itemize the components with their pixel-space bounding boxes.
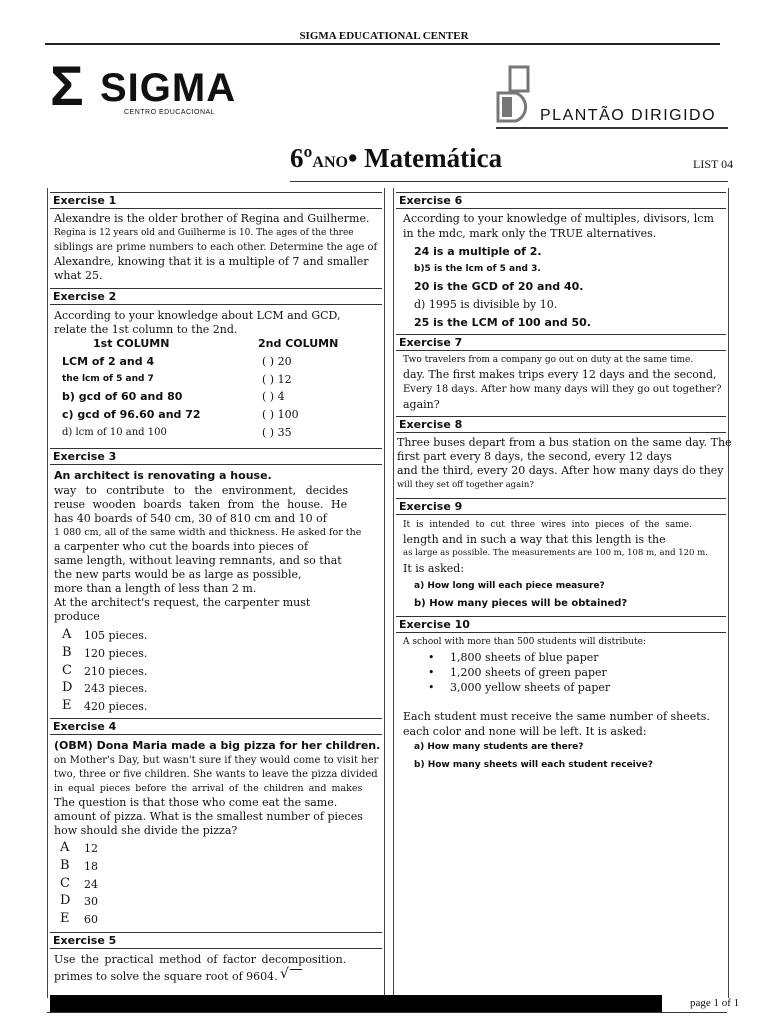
ex3-option-text: 120 pieces. xyxy=(84,647,148,660)
ex10-bullet-item: 1,200 sheets of green paper xyxy=(450,666,607,679)
exercise-5-heading: Exercise 5 xyxy=(50,932,382,949)
plantao-dirigido-text: PLANTÃO DIRIGIDO xyxy=(540,107,717,124)
ex8-line: Three buses depart from a bus station on the same day. The xyxy=(397,436,732,449)
ex4-option-letter: C xyxy=(60,876,70,891)
ex2-left-item: b) gcd of 60 and 80 xyxy=(62,390,183,403)
sigma-logo-subtitle: CENTRO EDUCACIONAL xyxy=(124,109,216,116)
ex3-line: 1 080 cm, all of the same width and thickness. He asked for the xyxy=(54,527,362,538)
exercise-4-heading: Exercise 4 xyxy=(50,718,382,735)
ex6-item: b)5 is the lcm of 5 and 3. xyxy=(414,264,541,274)
ex7-line: Every 18 days. After how many days will they go out together? xyxy=(403,384,722,395)
exercise-8-heading: Exercise 8 xyxy=(396,416,726,433)
sigma-logo-word: SIGMA xyxy=(100,66,237,110)
ex3-option-letter: B xyxy=(62,645,72,660)
ex10-line: A school with more than 500 students will distribute: xyxy=(403,637,646,647)
ex5-line: Use the practical method of factor decomposition. xyxy=(54,953,347,966)
ex10-bullet-item: 1,800 sheets of blue paper xyxy=(450,651,599,664)
ex7-line: day. The first makes trips every 12 days and the second, xyxy=(403,368,717,381)
ex3-option-text: 420 pieces. xyxy=(84,700,148,713)
ex7-line: Two travelers from a company go out on duty at the same time. xyxy=(403,355,694,365)
ex2-left-item: LCM of 2 and 4 xyxy=(62,355,155,368)
ex4-line: on Mother's Day, but wasn't sure if they would come to visit her xyxy=(54,755,379,766)
ex8-line: and the third, every 20 days. After how many days do they xyxy=(397,464,724,477)
ex3-line: way to contribute to the environment, decides xyxy=(54,484,349,497)
exercise-9-heading: Exercise 9 xyxy=(396,498,726,515)
ex3-option-letter: E xyxy=(62,698,72,713)
ex3-line: An architect is renovating a house. xyxy=(54,469,272,482)
ex4-option-letter: D xyxy=(60,893,71,908)
list-number: LIST 04 xyxy=(693,157,734,171)
ex3-option-text: 210 pieces. xyxy=(84,665,148,678)
ex8-line: will they set off together again? xyxy=(397,480,534,490)
ex9-line: length and in such a way that this length is the xyxy=(403,533,666,546)
ex5-line: primes to solve the square root of 9604. xyxy=(54,970,278,983)
ex10-question-a: a) How many students are there? xyxy=(414,742,584,752)
exercise-7-heading: Exercise 7 xyxy=(396,334,726,351)
ex3-line: same length, without leaving remnants, and so that xyxy=(54,554,342,567)
ex2-line: relate the 1st column to the 2nd. xyxy=(54,323,238,336)
ex1-line: what 25. xyxy=(54,269,103,282)
exercise-1-heading: Exercise 1 xyxy=(50,192,382,209)
ex4-option-text: 30 xyxy=(84,895,98,908)
ex2-line: According to your knowledge about LCM and GCD, xyxy=(54,309,341,322)
ex2-col2-heading: 2nd COLUMN xyxy=(258,337,339,350)
ex1-line: Regina is 12 years old and Guilherme is 10. The ages of the three xyxy=(54,228,354,238)
exercise-3-heading: Exercise 3 xyxy=(50,448,382,465)
ex6-item: 25 is the LCM of 100 and 50. xyxy=(414,316,591,329)
ex2-right-item: ( ) 100 xyxy=(262,408,299,421)
ex3-option-text: 105 pieces. xyxy=(84,629,148,642)
title-subject: • Matemática xyxy=(347,143,503,173)
ex10-question-b: b) How many sheets will each student receive? xyxy=(414,760,653,770)
bullet-icon: • xyxy=(428,666,435,679)
ex1-line: Alexandre, knowing that it is a multiple of 7 and smaller xyxy=(54,255,369,268)
ex9-line: It is intended to cut three wires into pieces of the same. xyxy=(403,520,692,530)
ex4-option-letter: A xyxy=(60,840,70,855)
ex2-col1-heading: 1st COLUMN xyxy=(93,337,170,350)
ex4-option-letter: E xyxy=(60,911,70,926)
ex1-line: Alexandre is the older brother of Regina and Guilherme. xyxy=(54,212,370,225)
ex6-item: 24 is a multiple of 2. xyxy=(414,245,542,258)
ex3-line: reuse wooden boards taken from the house. He xyxy=(54,498,348,511)
square-root-icon: √ xyxy=(280,966,289,982)
ex4-option-text: 24 xyxy=(84,878,98,891)
ex9-line: It is asked: xyxy=(403,562,465,575)
ex9-line: as large as possible. The measurements are 100 m, 108 m, and 120 m. xyxy=(403,548,708,558)
title-ano: ANO xyxy=(312,154,348,171)
ex9-question-a: a) How long will each piece measure? xyxy=(414,581,605,591)
title-grade: 6º xyxy=(290,143,313,173)
header-rule xyxy=(45,43,720,45)
ex3-line: the new parts would be as large as possible, xyxy=(54,568,302,581)
ex2-left-item: the lcm of 5 and 7 xyxy=(62,374,154,384)
ex10-bullet-item: 3,000 yellow sheets of paper xyxy=(450,681,611,694)
ex3-line: more than a length of less than 2 m. xyxy=(54,582,257,595)
ex4-line: amount of pizza. What is the smallest number of pieces xyxy=(54,810,363,823)
ex3-line: produce xyxy=(54,610,100,623)
exercise-6-heading: Exercise 6 xyxy=(396,192,726,209)
ex2-right-item: ( ) 20 xyxy=(262,355,292,368)
ex4-option-text: 60 xyxy=(84,913,98,926)
ex4-line: The question is that those who come eat the same. xyxy=(54,796,338,809)
ex2-right-item: ( ) 35 xyxy=(262,426,292,439)
ex1-line: siblings are prime numbers to each other. Determine the age of xyxy=(54,242,378,253)
left-column xyxy=(47,188,385,998)
exercise-2-heading: Exercise 2 xyxy=(50,288,382,305)
page-number: page 1 of 1 xyxy=(690,997,740,1009)
ex9-question-b: b) How many pieces will be obtained? xyxy=(414,598,628,609)
ex10-line: each color and none will be left. It is asked: xyxy=(403,725,647,738)
ex3-line: a carpenter who cut the boards into pieces of xyxy=(54,540,309,553)
title-rule xyxy=(290,181,728,182)
ex3-line: has 40 boards of 540 cm, 30 of 810 cm and 10 of xyxy=(54,512,327,525)
ex4-line: how should she divide the pizza? xyxy=(54,824,238,837)
ex2-right-item: ( ) 4 xyxy=(262,390,285,403)
ex6-line: According to your knowledge of multiples, divisors, lcm xyxy=(403,212,714,225)
ex3-line: At the architect's request, the carpenter must xyxy=(54,596,311,609)
center-title: SIGMA EDUCATIONAL CENTER xyxy=(299,30,469,42)
exercise-10-heading: Exercise 10 xyxy=(396,616,726,633)
ex10-line: Each student must receive the same number of sheets. xyxy=(403,710,710,723)
bullet-icon: • xyxy=(428,651,435,664)
ex2-left-item: d) lcm of 10 and 100 xyxy=(62,427,167,438)
footer-bar xyxy=(50,995,662,1012)
sigma-logo-icon xyxy=(50,54,84,117)
pd-rule xyxy=(496,127,728,129)
ex2-right-item: ( ) 12 xyxy=(262,373,292,386)
ex2-left-item: c) gcd of 96.60 and 72 xyxy=(62,408,201,421)
ex3-option-letter: C xyxy=(62,663,72,678)
ex4-option-text: 12 xyxy=(84,842,98,855)
page-title xyxy=(290,143,502,174)
bottom-rule xyxy=(47,1012,727,1013)
ex3-option-letter: D xyxy=(62,680,73,695)
ex8-line: first part every 8 days, the second, every 12 days xyxy=(397,450,672,463)
ex6-item: d) 1995 is divisible by 10. xyxy=(414,298,558,311)
square-root-bar xyxy=(290,969,302,970)
ex4-option-letter: B xyxy=(60,858,70,873)
ex4-line: two, three or five children. She wants to leave the pizza divided xyxy=(54,769,378,780)
sigma-symbol: Σ xyxy=(50,54,84,117)
ex4-line: in equal pieces before the arrival of the children and makes xyxy=(54,783,363,794)
ex4-line: (OBM) Dona Maria made a big pizza for her children. xyxy=(54,739,381,752)
right-column xyxy=(393,188,732,998)
ex7-line: again? xyxy=(403,398,440,411)
ex3-option-text: 243 pieces. xyxy=(84,682,148,695)
bullet-icon: • xyxy=(428,681,435,694)
ex6-item: 20 is the GCD of 20 and 40. xyxy=(414,280,584,293)
ex3-option-letter: A xyxy=(62,627,72,642)
ex4-option-text: 18 xyxy=(84,860,98,873)
ex6-line: in the mdc, mark only the TRUE alternatives. xyxy=(403,227,657,240)
